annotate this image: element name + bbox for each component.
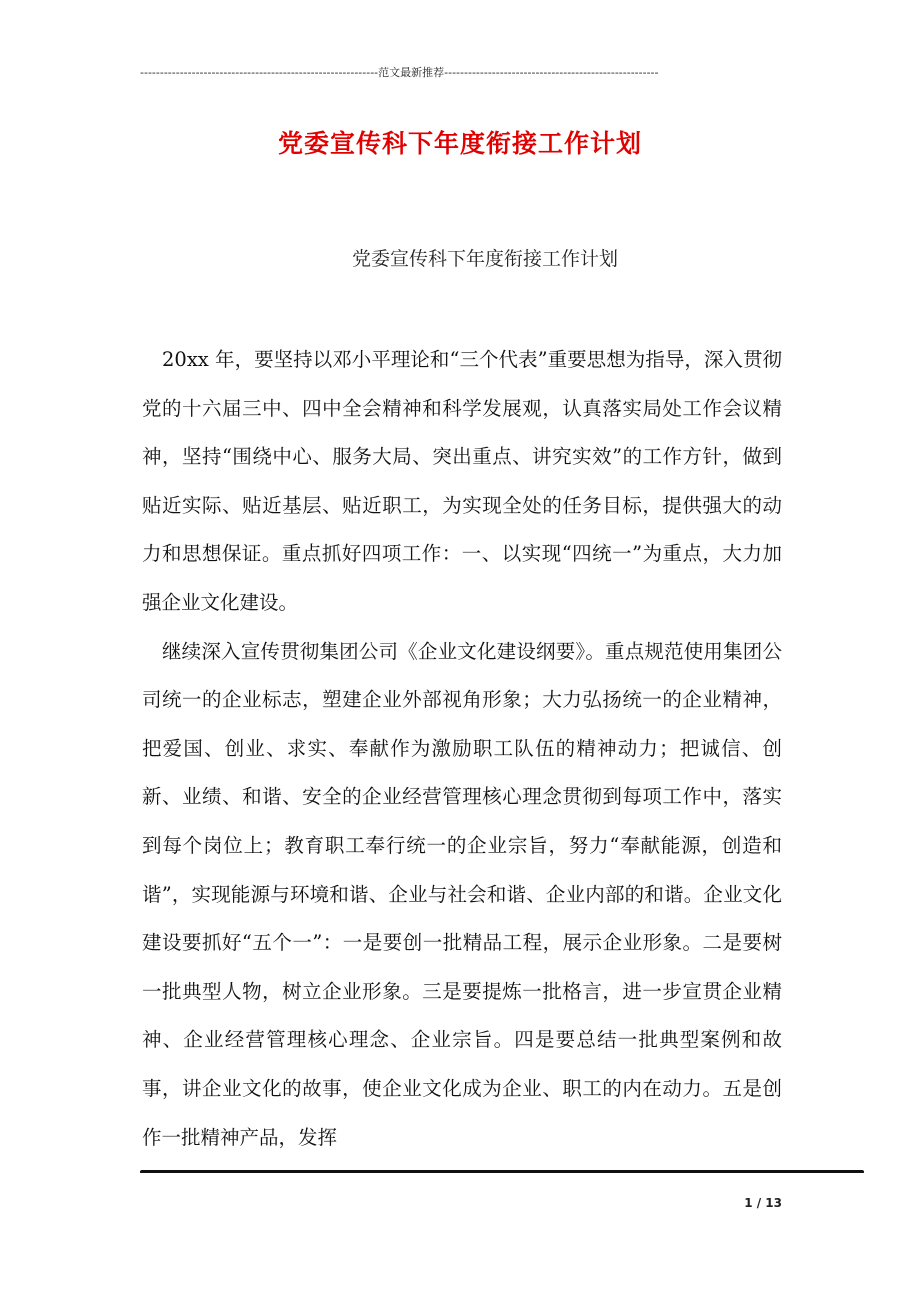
page-number: 1 / 13	[744, 1196, 782, 1210]
paragraph-1: 20xx 年，要坚持以邓小平理论和“三个代表”重要思想为指导，深入贯彻党的十六届三中、四中全会精神和科学发展观，认真落实局处工作会议精神，坚持“围绕中心、服务大局、突出重点、讲究实效”的工作方针，做到贴近实际、贴近基层、贴近职工，为实现全处的任务目标，提供强大的动力和思想保证。重点抓好四项工作：一、以实现“四统一”为重点，大力加强企业文化建设。	[142, 348, 782, 614]
page-header-banner: ------------------------------------------------------------范文最新推荐------------------------------------------------------	[140, 66, 659, 79]
paragraph-2: 继续深入宣传贯彻集团公司《企业文化建设纲要》。重点规范使用集团公司统一的企业标志，塑建企业外部视角形象；大力弘扬统一的企业精神，把爱国、创业、求实、奉献作为激励职工队伍的精神动力；把诚信、创新、业绩、和谐、安全的企业经营管理核心理念贯彻到每项工作中，落实到每个岗位上；教育职工奉行统一的企业宗旨，努力“奉献能源，创造和谐”，实现能源与环境和谐、企业与社会和谐、企业内部的和谐。企业文化建设要抓好“五个一”：一是要创一批精品工程，展示企业形象。二是要树一批典型人物，树立企业形象。三是要提炼一批格言，进一步宣贯企业精神、企业经营管理核心理念、企业宗旨。四是要总结一批典型案例和故事，讲企业文化的故事，使企业文化成为企业、职工的内在动力。五是创作一批精神产品，发挥	[142, 639, 782, 1149]
document-title: 党委宣传科下年度衔接工作计划	[277, 129, 642, 158]
document-subtitle: 党委宣传科下年度衔接工作计划	[351, 248, 618, 270]
footer-divider	[140, 1170, 864, 1174]
document-body	[142, 336, 782, 1162]
